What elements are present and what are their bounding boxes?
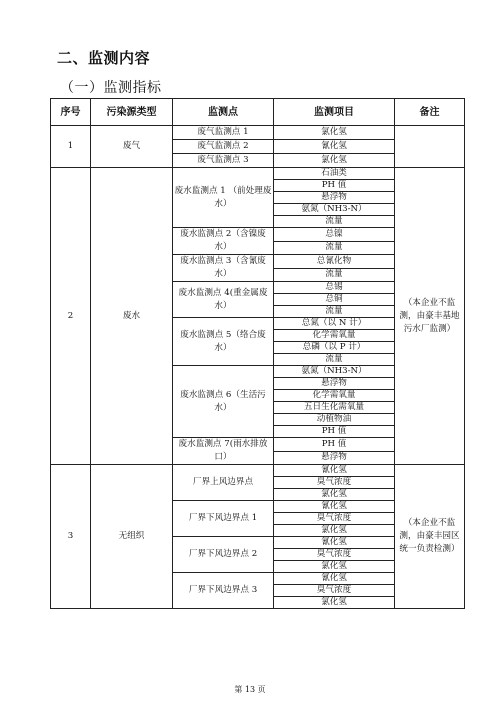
table-body: [51, 126, 465, 609]
monitor-item: 氨氮（NH3-N）: [274, 366, 395, 378]
monitor-item: 化学需氧量: [274, 330, 395, 342]
monitor-item: 氯化氢: [274, 154, 395, 168]
monitor-item: 氰化氢: [274, 140, 395, 154]
monitor-item: 总氰化物: [274, 255, 395, 269]
monitor-point: 废水监测点 7(雨水排放口）: [173, 438, 274, 465]
monitor-point: 废气监测点 2: [173, 140, 274, 154]
header-no: 序号: [51, 99, 91, 126]
monitor-item: 流量: [274, 354, 395, 366]
row-number: 1: [51, 126, 91, 168]
monitor-item: 悬浮物: [274, 192, 395, 204]
monitor-item: 五日生化需氧量: [274, 402, 395, 414]
monitor-item: 臭气浓度: [274, 549, 395, 561]
table-row: [51, 126, 465, 140]
header-remark: 备注: [395, 99, 465, 126]
row-number: 2: [51, 168, 91, 465]
monitor-item: 流量: [274, 241, 395, 255]
monitor-item: 臭气浓度: [274, 477, 395, 489]
monitor-item: 总锡: [274, 282, 395, 294]
monitor-item: 总磷（以 P 计）: [274, 342, 395, 354]
monitor-item: 氰化氢: [274, 537, 395, 549]
monitor-point: 废水监测点 4(重金属废水）: [173, 282, 274, 318]
monitor-item: 总氮（以 N 计）: [274, 318, 395, 330]
table-header-row: [51, 99, 465, 126]
monitor-point: 废气监测点 1: [173, 126, 274, 140]
monitor-item: 石油类: [274, 168, 395, 180]
table-row: [51, 465, 465, 477]
monitor-point: 废水监测点 1 （前处理废水）: [173, 168, 274, 228]
monitor-item: PH 值: [274, 426, 395, 438]
monitor-item: 氰化氢: [274, 573, 395, 585]
remark: （本企业不监测，由豪丰园区统一负责检测）: [395, 465, 465, 609]
table-row: [51, 168, 465, 180]
monitor-point: 废水监测点 5（络合废水）: [173, 318, 274, 366]
monitor-item: 臭气浓度: [274, 585, 395, 597]
monitor-point: 废水监测点 6（生活污水）: [173, 366, 274, 438]
row-number: 3: [51, 465, 91, 609]
monitor-point: 厂界下风边界点 1: [173, 501, 274, 537]
monitor-item: PH 值: [274, 438, 395, 452]
monitor-item: 氯化氢: [274, 489, 395, 501]
source-type: 废气: [91, 126, 173, 168]
monitor-point: 废气监测点 3: [173, 154, 274, 168]
monitor-item: PH 值: [274, 180, 395, 192]
monitoring-table: [50, 98, 465, 609]
monitor-item: 悬浮物: [274, 451, 395, 465]
monitor-item: 氯化氢: [274, 126, 395, 140]
header-monitor-point: 监测点: [173, 99, 274, 126]
monitor-item: 流量: [274, 216, 395, 228]
subsection-title: （一）监测指标: [60, 80, 162, 96]
source-type: 无组织: [91, 465, 173, 609]
monitor-item: 氯化氢: [274, 597, 395, 609]
source-type: 废水: [91, 168, 173, 465]
monitor-item: 化学需氧量: [274, 390, 395, 402]
monitor-point: 废水监测点 2（含镍废水）: [173, 228, 274, 255]
remark: （本企业不监测，由豪丰基地污水厂监测）: [395, 168, 465, 465]
monitor-item: 氰化氢: [274, 465, 395, 477]
header-monitor-item: 监测项目: [274, 99, 395, 126]
section-title: 二、监测内容: [57, 49, 151, 67]
monitor-item: 氨氮（NH3-N）: [274, 204, 395, 216]
monitor-point: 废水监测点 3（含氰废水）: [173, 255, 274, 282]
monitor-item: 悬浮物: [274, 378, 395, 390]
page-footer: 第 13 页: [234, 685, 266, 694]
monitor-item: 总铜: [274, 294, 395, 306]
monitor-item: 氰化氢: [274, 501, 395, 513]
monitor-item: 臭气浓度: [274, 513, 395, 525]
monitor-item: 氯化氢: [274, 525, 395, 537]
monitor-item: 总镍: [274, 228, 395, 242]
monitor-item: 流量: [274, 306, 395, 318]
remark: [395, 126, 465, 168]
monitor-point: 厂界下风边界点 2: [173, 537, 274, 573]
monitor-point: 厂界上风边界点: [173, 465, 274, 501]
monitor-item: 氯化氢: [274, 561, 395, 573]
header-source-type: 污染源类型: [91, 99, 173, 126]
monitor-item: 流量: [274, 268, 395, 282]
monitor-point: 厂界下风边界点 3: [173, 573, 274, 609]
monitor-item: 动植物油: [274, 414, 395, 426]
